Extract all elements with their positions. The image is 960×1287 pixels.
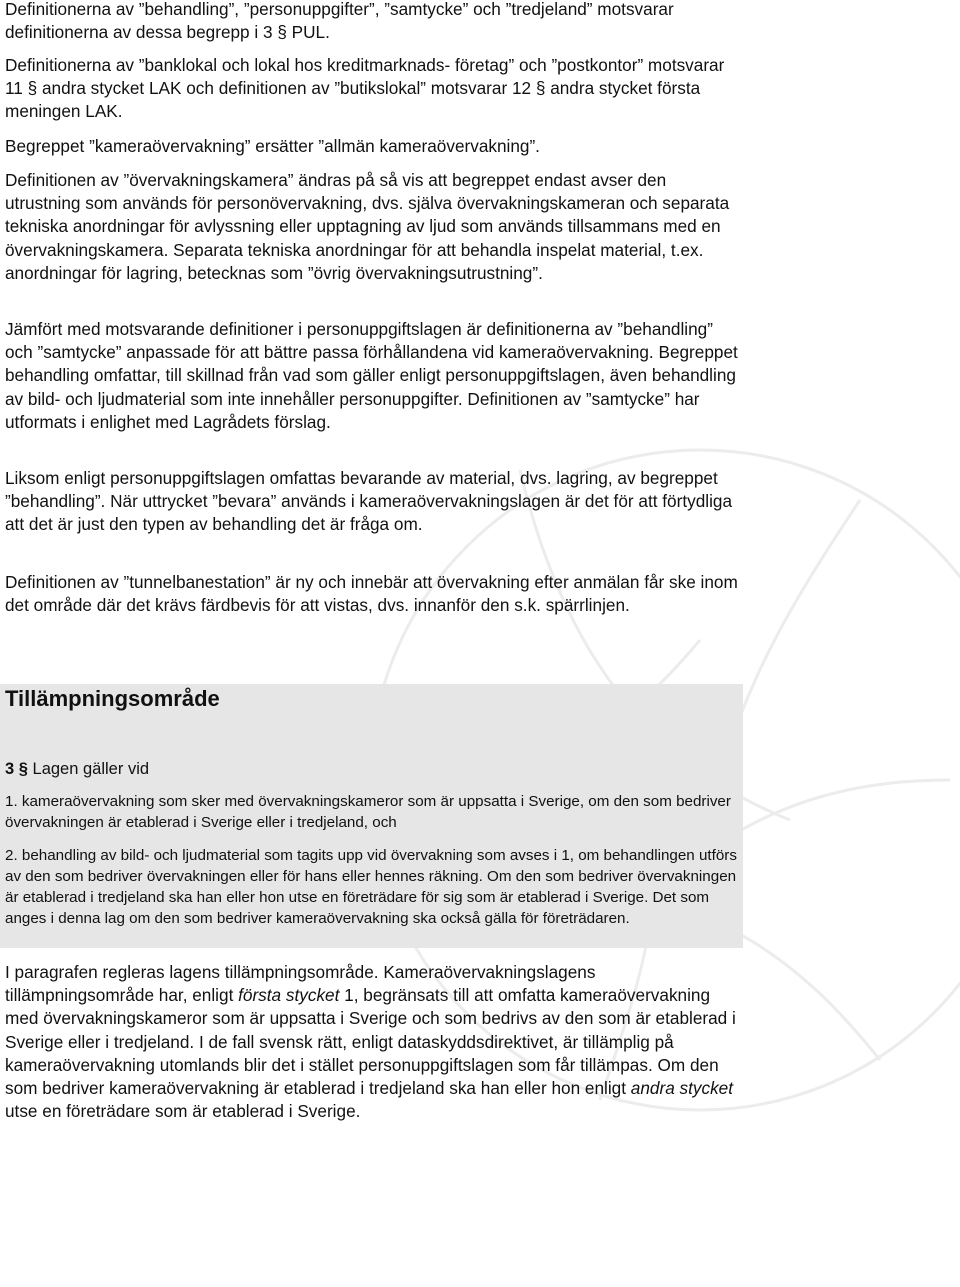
paragraph-definitions-pul: Definitionerna av ”behandling”, ”personuppgifter”, ”samtycke” och ”tredjeland” motsvarar definitionerna av dessa begrepp i 3 § PUL. — [5, 0, 674, 43]
paragraph-commentary — [5, 961, 745, 1123]
paragraph-definitions-lak: Definitionerna av ”banklokal och lokal hos kreditmarknads- företag” och ”postkontor” motsvarar 11 § andra stycket LAK och definitionen av ”butikslokal” motsvarar 12 § andra stycket första meningen LAK. — [5, 55, 725, 122]
commentary-part-2: 1, begränsats till att omfatta kameraövervakning med övervakningskameror som är uppsatta i Sverige och som bedrivs av den som är etablerad i Sverige eller i tredjeland. I de fall svensk rätt, enligt dataskyddsdirektivet, är tillämplig på kameraövervakning utomlands blir det i stället personuppgiftslagen som får tillämpas. Om den som bedriver kameraövervakning är etablerad i tredjeland ska han eller hon enligt — [5, 985, 736, 1099]
commentary-part-3: utse en företrädare som är etablerad i Sverige. — [5, 1101, 361, 1122]
statute-item-1: 1. kameraövervakning som sker med övervakningskameror som är uppsatta i Sverige, om den som bedriver övervakningen är etablerad i Sverige eller i tredjeland, och — [5, 793, 731, 831]
paragraph-kameraovervakning: Begreppet ”kameraövervakning” ersätter ”allmän kameraövervakning”. — [5, 136, 540, 156]
paragraph-comparison: Jämfört med motsvarande definitioner i personuppgiftslagen är definitionerna av ”behandling” och ”samtycke” anpassade för att bättre passa förhållandena vid kameraövervakning. Begreppet behandling omfattar, till skillnad från vad som gäller enligt personuppgiftslagen, även behandling av bild- och ljudmaterial som inte innehåller personuppgifter. Definitionen av ”samtycke” har utformats i enlighet med Lagrådets förslag. — [5, 319, 738, 432]
section-intro-text: Lagen gäller vid — [32, 760, 150, 778]
section-intro — [5, 760, 149, 779]
paragraph-tunnelbanestation: Definitionen av ”tunnelbanestation” är ny och innebär att övervakning efter anmälan får ske inom det område där det krävs färdbevis för att vistas, dvs. innanför den s.k. spärrlinjen. — [5, 572, 738, 616]
section-heading: Tillämpningsområde — [5, 686, 220, 711]
section-number: 3 § — [5, 760, 28, 778]
statute-item-2: 2. behandling av bild- och ljudmaterial som tagits upp vid övervakning som avses i 1, om behandlingen utförs av den som bedriver övervakningen eller för hans eller hennes räkning. Om den som bedriver övervakningen är etablerad i tredjeland ska han eller hon utse en företrädare för sig som är etablerad i Sverige. Det som anges i denna lag om den som bedriver kameraövervakning ska också gälla för företrädaren. — [5, 847, 737, 927]
commentary-emphasis-1: första stycket — [238, 985, 340, 1006]
paragraph-bevarande: Liksom enligt personuppgiftslagen omfattas bevarande av material, dvs. lagring, av begreppet ”behandling”. När uttrycket ”bevara” används i kameraövervakningslagen är det för att förtydliga att det är just den typen av behandling det är fråga om. — [5, 468, 733, 535]
commentary-emphasis-2: andra stycket — [630, 1078, 734, 1099]
paragraph-overvakningskamera: Definitionen av ”övervakningskamera” ändras på så vis att begreppet endast avser den utrustning som används för personövervakning, dvs. själva övervakningskameran och separata tekniska anordningar för avlyssning eller upptagning av ljud som används tillsammans med en övervakningskamera. Separata tekniska anordningar för att behandla inspelat material, t.ex. anordningar för lagring, betecknas som ”övrig övervakningsutrustning”. — [5, 170, 730, 283]
commentary-part-1: I paragrafen regleras lagens tillämpningsområde. Kameraövervakningslagens tillämpningsområde har, enligt — [5, 962, 596, 1006]
